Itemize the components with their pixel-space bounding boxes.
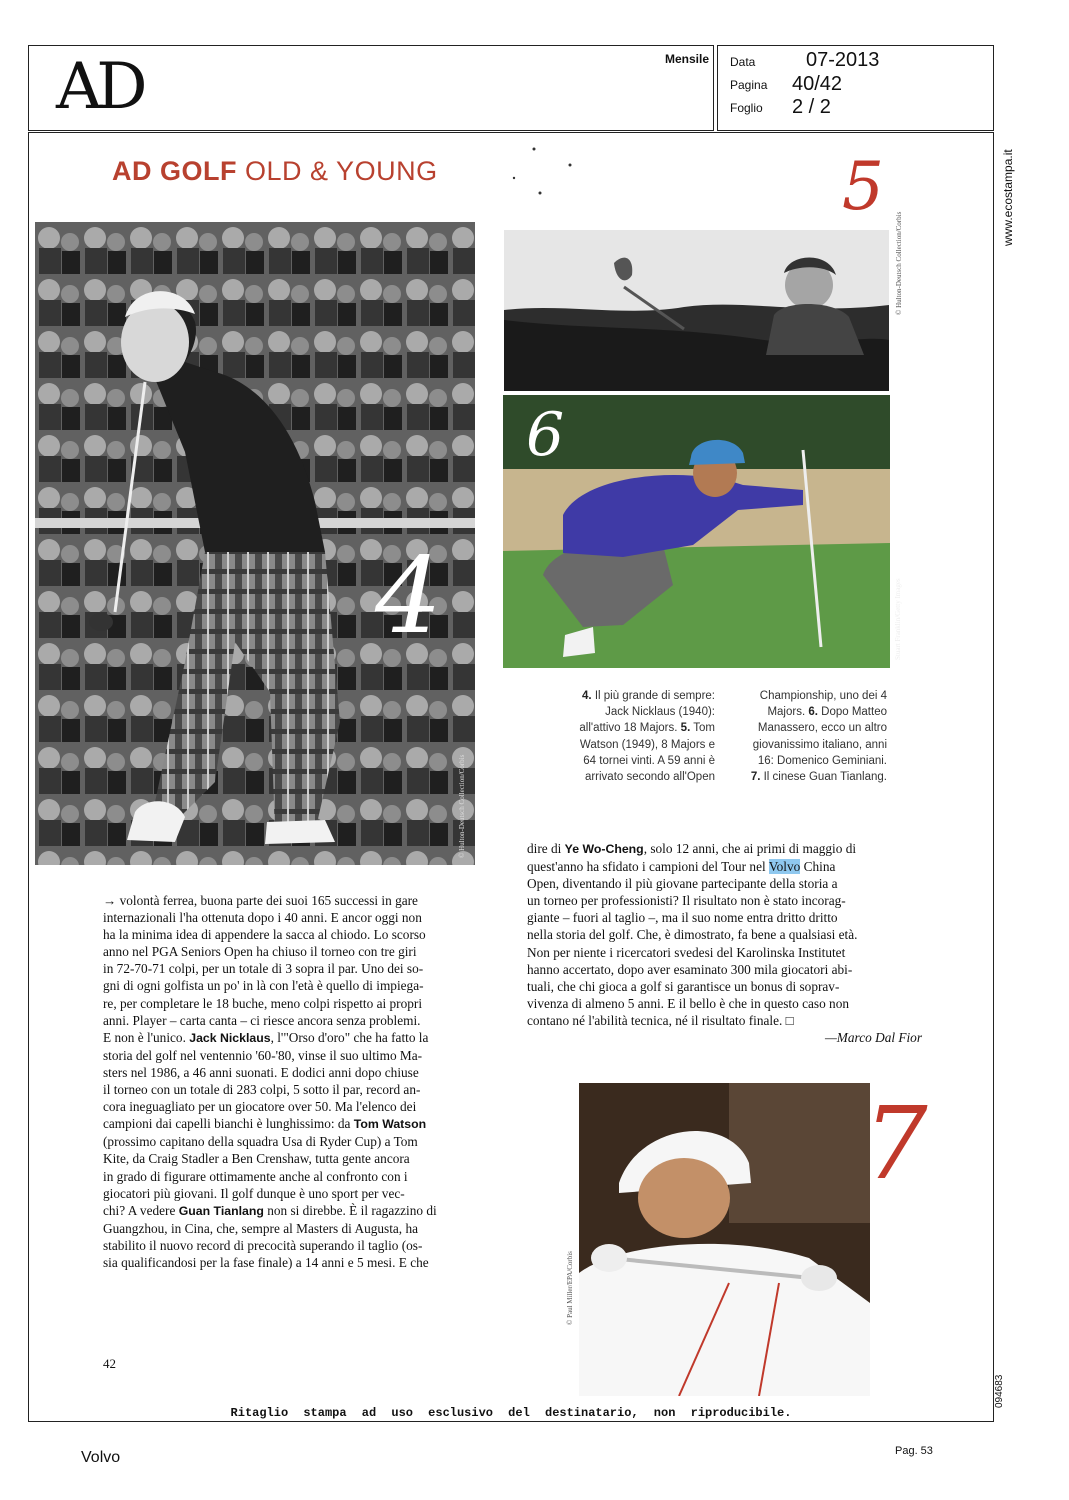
sheet-value: 2 / 2 bbox=[792, 96, 831, 118]
clipping-notice bbox=[28, 1406, 994, 1420]
body-line: ha la minima idea di appendere la sacca al chiodo. Lo scorso bbox=[103, 927, 426, 943]
magazine-logo: AD bbox=[56, 50, 142, 124]
caption-line bbox=[555, 704, 715, 720]
date-value: 07-2013 bbox=[806, 49, 880, 71]
body-line: sia qualificandosi per la fase finale) a 14 anni e 5 mesi. E che bbox=[103, 1254, 429, 1270]
body-line: internazionali l'ha ottenuta dopo i 40 anni. E ancor oggi non bbox=[103, 910, 422, 926]
body-text: , solo 12 anni, che ai primi di maggio di bbox=[643, 841, 857, 856]
body-line: re, per completare le 18 buche, meno colpi rispetto ai propri bbox=[103, 995, 423, 1011]
frequency-label: Mensile bbox=[665, 52, 710, 66]
caption-num: 6. bbox=[808, 706, 818, 719]
body-line: Guangzhou, in Cina, che, sempre al Masters di Augusta, ha bbox=[103, 1220, 418, 1236]
caption-line bbox=[555, 769, 715, 785]
caption-num: 7. bbox=[750, 771, 761, 784]
body-line bbox=[527, 840, 922, 858]
body-left-column bbox=[103, 892, 498, 1271]
caption-text: Il più grande di sempre: bbox=[594, 690, 715, 702]
body-line: storia del golf nel ventennio '60-'80, vinse il suo ultimo Ma- bbox=[103, 1047, 423, 1063]
name-watson: Tom Watson bbox=[353, 1117, 427, 1132]
caption-text: 16: Domenico Geminiani. bbox=[757, 754, 887, 767]
photo-guan-image bbox=[579, 1083, 870, 1396]
body-line: Non per niente i ricercatori svedesi del Karolinska Institutet bbox=[527, 944, 846, 960]
name-nicklaus: Jack Nicklaus bbox=[189, 1030, 271, 1045]
body-text: chi? A vedere bbox=[103, 1202, 179, 1218]
caption-text: Manassero, ecco un altro bbox=[757, 722, 887, 735]
caption-line bbox=[737, 720, 887, 736]
photo-guan bbox=[579, 1083, 870, 1396]
caption-text: Majors. bbox=[767, 706, 806, 719]
caption-line bbox=[555, 688, 715, 704]
photo-5-number: 5 bbox=[842, 148, 884, 225]
author-byline: —Marco Dal Fior bbox=[824, 1030, 922, 1046]
body-text: contano né l'abilità tecnica, né il risultato finale. bbox=[527, 1012, 783, 1028]
footer-brand: Volvo bbox=[81, 1449, 121, 1466]
caption-text: Jack Nicklaus (1940): bbox=[605, 706, 715, 719]
caption-text: all'attivo 18 Majors. bbox=[579, 722, 678, 735]
site-url: www.ecostampa.it bbox=[1001, 149, 1015, 246]
page-folio: 42 bbox=[103, 1356, 116, 1371]
caption-line bbox=[737, 769, 887, 785]
body-line bbox=[103, 1115, 498, 1133]
photo-watson bbox=[504, 135, 889, 391]
photo-7-credit: © Paul Miller/EPA/Corbis bbox=[566, 1251, 574, 1325]
body-line: gni di ogni golfista un po' in là con l'età è quello di impiega- bbox=[103, 978, 424, 994]
body-line: in 72-70-71 colpi, per un totale di 3 sopra il par. Uno dei so- bbox=[103, 961, 424, 977]
caption-line bbox=[555, 720, 715, 736]
body-line bbox=[103, 1029, 498, 1047]
highlight-volvo: Volvo bbox=[768, 859, 801, 875]
caption-line bbox=[555, 753, 715, 769]
body-text: non si direbbe. È il ragazzino di bbox=[263, 1202, 437, 1218]
caption-line bbox=[737, 688, 887, 704]
body-text: E non è l'unico. bbox=[103, 1029, 190, 1045]
caption-text: Tom bbox=[693, 722, 715, 735]
body-line: Kite, da Craig Stadler a Ben Crenshaw, tutta gente ancora bbox=[103, 1151, 410, 1167]
photo-4-number: 4 bbox=[375, 535, 442, 657]
caption-text: giovanissimo italiano, anni bbox=[752, 738, 887, 751]
body-line: cora ineguagliato per un giocatore over 50. Ma l'elenco dei bbox=[103, 1099, 417, 1115]
sheet-label: Foglio bbox=[730, 101, 763, 115]
end-mark: □ bbox=[785, 1012, 794, 1028]
body-line: (prossimo capitano della squadra Usa di Ryder Cup) a Tom bbox=[103, 1134, 418, 1150]
body-line: stabilito il nuovo record di precocità superando il taglio (os- bbox=[103, 1237, 423, 1253]
body-line: anni. Player – carta canta – ci riesce ancora senza problemi. bbox=[103, 1012, 421, 1028]
photo-7-number: 7 bbox=[864, 1085, 928, 1202]
photo-6-credit: Stuart Franklin/Getty Images bbox=[894, 578, 902, 660]
caption-text: Il cinese Guan Tianlang. bbox=[763, 771, 887, 784]
section-title-light: OLD & YOUNG bbox=[245, 156, 438, 186]
body-line: tuali, che chi gioca a golf si garantisce un bonus di soprav- bbox=[527, 978, 840, 994]
caption-text: arrivato secondo all'Open bbox=[584, 771, 715, 784]
body-line: → volontà ferrea, buona parte dei suoi 165 successi in gare bbox=[103, 893, 418, 908]
caption-line bbox=[737, 704, 887, 720]
photo-5-credit: © Hulton-Deutsch Collection/Corbis bbox=[895, 211, 903, 315]
caption-text: Dopo Matteo bbox=[821, 706, 887, 719]
name-ye: Ye Wo-Cheng bbox=[564, 842, 644, 856]
clipping-notice-text: Ritaglio stampa ad uso esclusivo del destinatario, non riproducibile. bbox=[230, 1406, 792, 1420]
body-line: un torneo per professionisti? Il risultato non è stato incorag- bbox=[527, 893, 846, 909]
body-line: giante – fuori al taglio –, ma il suo nome entra dritto dritto bbox=[527, 910, 838, 926]
body-text: campioni dai capelli bianchi è lunghissimo: da bbox=[103, 1116, 354, 1132]
body-line: nella storia del golf. Che, è dimostrato, fa bene a qualsiasi età. bbox=[527, 927, 858, 943]
caption-right bbox=[737, 688, 887, 785]
body-line: hanno accertato, dopo aver esaminato 300 mila giocatori abi- bbox=[527, 961, 853, 977]
page-value: 40/42 bbox=[792, 73, 843, 95]
body-text: quest'anno ha sfidato i campioni del Tour nel bbox=[527, 859, 769, 875]
caption-text: 64 tornei vinti. A 59 anni è bbox=[583, 754, 715, 767]
body-right-column bbox=[527, 840, 922, 1046]
photo-watson-image bbox=[504, 135, 889, 391]
caption-line bbox=[737, 737, 887, 753]
caption-num: 4. bbox=[582, 690, 592, 702]
document-code: 094683 bbox=[994, 1374, 1005, 1408]
footer-page: Pag. 53 bbox=[895, 1445, 933, 1457]
name-guan: Guan Tianlang bbox=[178, 1203, 264, 1218]
photo-6-number: 6 bbox=[526, 400, 565, 470]
caption-text: Championship, uno dei 4 bbox=[759, 690, 887, 702]
body-line: in grado di figurare ottimamente anche al confronto con i bbox=[103, 1168, 408, 1184]
body-line bbox=[527, 1012, 922, 1029]
caption-text: Watson (1949), 8 Majors e bbox=[579, 738, 715, 751]
body-line: vivenza di almeno 5 anni. E il bello è che in questo caso non bbox=[527, 995, 849, 1011]
body-line: Open, diventando il più giovane partecipante della storia a bbox=[527, 876, 838, 892]
body-line: giocatori più giovani. Il golf dunque è uno sport per vec- bbox=[103, 1185, 405, 1201]
photo-4-credit: © Hulton-Deutsch Collection/Corbis bbox=[458, 754, 466, 858]
body-text: , l'"Orso d'oro" che ha fatto la bbox=[270, 1029, 429, 1045]
body-line bbox=[527, 858, 922, 875]
caption-line bbox=[737, 753, 887, 769]
body-line: sters nel 1986, a 46 anni suonati. E dodici anni dopo chiuse bbox=[103, 1064, 419, 1080]
section-title bbox=[112, 156, 438, 187]
caption-left bbox=[555, 688, 715, 785]
body-text: dire di bbox=[527, 841, 565, 856]
caption-line bbox=[555, 737, 715, 753]
body-line: il torneo con un totale di 283 colpi, 5 sotto il par, record an- bbox=[103, 1082, 421, 1098]
body-line bbox=[103, 1202, 498, 1220]
section-title-bold: AD GOLF bbox=[112, 156, 237, 186]
date-label: Data bbox=[730, 55, 756, 69]
caption-num: 5. bbox=[680, 722, 691, 735]
body-line: anno nel PGA Seniors Open ha chiuso il torneo con tre giri bbox=[103, 944, 417, 960]
page-label: Pagina bbox=[730, 78, 768, 92]
body-text: China bbox=[800, 859, 836, 875]
